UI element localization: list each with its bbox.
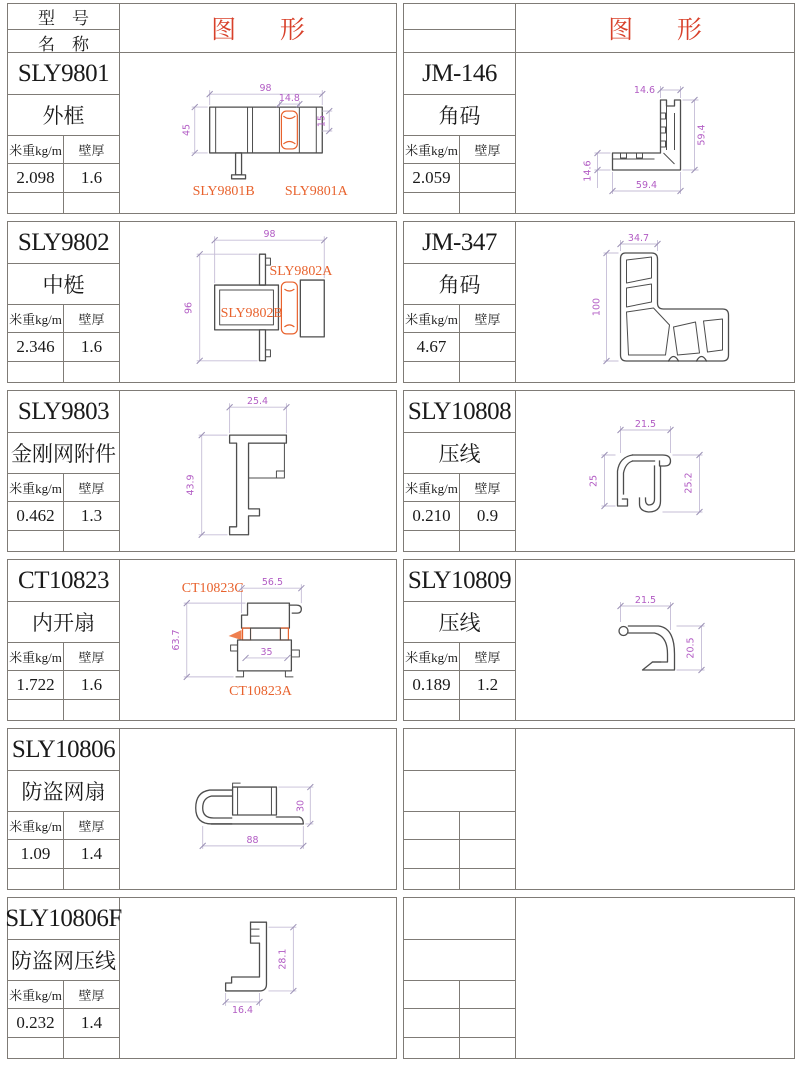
- weight-value: 4.67: [404, 333, 460, 361]
- figure-cell-sly9803: [120, 391, 396, 551]
- dimension-inner: [243, 647, 291, 661]
- part-label-ct10823c: CT10823C: [181, 581, 244, 597]
- name-cell: 角码: [404, 264, 515, 305]
- profile-block-sly10806f: [7, 897, 397, 1059]
- dim-label: 88: [246, 834, 259, 846]
- profile-drawing-ct10823: [120, 560, 396, 720]
- thickness-label: 壁厚: [474, 143, 501, 158]
- name-cell: 内开扇: [8, 602, 119, 643]
- weight-label: 米重kg/m: [8, 305, 64, 332]
- dim-label: 20.5: [685, 637, 697, 659]
- dim-label: 98: [259, 83, 272, 95]
- dimension-right: [677, 623, 705, 673]
- weight-value: 0.210: [404, 502, 460, 530]
- model-cell: SLY10809: [404, 560, 515, 602]
- spacer-row: [404, 1038, 515, 1058]
- thickness-value: 0.9: [476, 506, 499, 525]
- name-cell: 外框: [8, 95, 119, 136]
- info-column: [5, 898, 122, 1058]
- dimension-width: [227, 396, 290, 433]
- model-cell: SLY9803: [8, 391, 119, 433]
- values-row: [8, 164, 119, 193]
- dim-label: 59.4: [635, 180, 658, 191]
- values-row: [404, 502, 515, 531]
- profile-outline: [226, 922, 267, 991]
- values-row: [404, 164, 515, 193]
- thickness-value: [460, 164, 515, 192]
- weight-label: 米重kg/m: [404, 136, 460, 163]
- labels-row: [404, 474, 515, 502]
- dimension-right: [683, 97, 708, 173]
- weight-value: 0.189: [404, 671, 460, 699]
- dimension-right: [316, 108, 332, 134]
- figure-cell-empty: [516, 898, 794, 1058]
- profile-block-empty-1: [403, 728, 795, 890]
- spacer-row: [8, 193, 119, 213]
- name-cell: 防盗网扇: [8, 771, 119, 812]
- profile-block-sly9802: [7, 221, 397, 383]
- name-cell: 金刚网附件: [8, 433, 119, 474]
- labels-row: [8, 136, 119, 164]
- dim-label: 14.8: [278, 93, 300, 105]
- profile-drawing-sly9802: [120, 222, 396, 382]
- profile-outline: [613, 100, 681, 170]
- profile-drawing-sly9801: [120, 53, 396, 213]
- figure-column-title: 图 形: [608, 17, 702, 44]
- profile-drawing-jm146: [516, 53, 794, 213]
- name-cell: 角码: [404, 95, 515, 136]
- dim-label: 98: [263, 229, 276, 241]
- spacer-row: [8, 1038, 119, 1058]
- dimension-top: [634, 85, 684, 98]
- thickness-label: 壁厚: [78, 988, 105, 1003]
- info-column: [8, 222, 120, 382]
- thickness-value: 1.6: [80, 675, 103, 694]
- part-label-ct10823a: CT10823A: [229, 683, 292, 699]
- profile-block-sly10809: [403, 559, 795, 721]
- info-column: [8, 729, 120, 889]
- model-cell: SLY10806: [8, 729, 119, 771]
- profile-block-sly10808: [403, 390, 795, 552]
- info-column: [8, 391, 120, 551]
- labels-row: [404, 136, 515, 164]
- profile-block-ct10823: [7, 559, 397, 721]
- values-row: [404, 333, 515, 362]
- profile-block-sly9803: [7, 390, 397, 552]
- info-column: [404, 560, 516, 720]
- profile-block-sly9801: [7, 52, 397, 214]
- dimension-height: [186, 432, 228, 538]
- spacer-row: [404, 362, 515, 382]
- thickness-label: 壁厚: [474, 650, 501, 665]
- profile-outline: [230, 435, 287, 535]
- profile-outline: [621, 253, 729, 361]
- model-cell: [404, 729, 515, 771]
- values-row: [404, 1009, 515, 1038]
- values-row: [8, 1009, 119, 1038]
- labels-row: [404, 981, 515, 1009]
- profile-drawing-sly10808: [516, 391, 794, 551]
- thickness-value: [460, 840, 515, 868]
- weight-value: 0.462: [8, 502, 64, 530]
- dimension-width: [618, 595, 674, 630]
- part-label-sly9802b: SLY9802B: [220, 305, 283, 321]
- profile-drawing-sly9803: [120, 391, 396, 551]
- model-cell: CT10823: [8, 560, 119, 602]
- dimension-width: [239, 577, 305, 613]
- weight-value: [404, 1009, 460, 1037]
- spacer-row: [404, 531, 515, 551]
- weight-label: 米重kg/m: [8, 643, 64, 670]
- labels-row: [404, 812, 515, 840]
- dim-label: 96: [183, 301, 195, 314]
- dimension-bottom: [610, 172, 684, 194]
- dim-label: 63.7: [170, 629, 182, 651]
- weight-label: 米重kg/m: [8, 812, 64, 839]
- values-row: [8, 502, 119, 531]
- dimension-left: [583, 150, 611, 188]
- thickness-value: 1.2: [476, 675, 499, 694]
- left-table: [7, 3, 397, 1066]
- spacer-row: [8, 700, 119, 720]
- thickness-value: 1.3: [80, 506, 103, 525]
- spacer-row: [8, 531, 119, 551]
- name-cell: [404, 940, 515, 981]
- dim-label: 14.6: [633, 85, 656, 96]
- info-column: [404, 729, 516, 889]
- weight-label: 米重kg/m: [8, 981, 64, 1008]
- figure-cell-jm347: [516, 222, 794, 382]
- dim-label: 43.9: [185, 474, 197, 496]
- model-column-title: 型 号: [8, 4, 119, 30]
- name-cell: [404, 771, 515, 812]
- labels-row: [8, 305, 119, 333]
- weight-label: 米重kg/m: [404, 643, 460, 670]
- thickness-value: [460, 333, 515, 361]
- weight-value: 1.722: [8, 671, 64, 699]
- model-cell: SLY10808: [404, 391, 515, 433]
- weight-label: [404, 812, 460, 839]
- name-cell: 中梃: [8, 264, 119, 305]
- model-cell: SLY10806F: [8, 898, 119, 940]
- thickness-label: 壁厚: [78, 819, 105, 834]
- dim-label: 35: [260, 646, 273, 658]
- dim-label: 100: [591, 297, 603, 317]
- figure-column-title: 图 形: [211, 17, 305, 44]
- figure-cell-sly9802: [120, 222, 396, 382]
- name-cell: 压线: [404, 602, 515, 643]
- values-row: [8, 840, 119, 869]
- dimension-height: [171, 600, 246, 680]
- dim-label: 16.4: [232, 1004, 254, 1016]
- dim-label: 59.4: [696, 124, 708, 146]
- weight-value: [404, 840, 460, 868]
- profile-block-empty-2: [403, 897, 795, 1059]
- labels-row: [404, 305, 515, 333]
- thickness-value: [460, 1009, 515, 1037]
- model-column-title: [404, 4, 515, 30]
- labels-row: [8, 643, 119, 671]
- header-info-column: [8, 4, 120, 52]
- info-column: [8, 53, 120, 213]
- profile-outline: [619, 626, 675, 670]
- dim-label: 25.2: [683, 472, 695, 494]
- weight-label: 米重kg/m: [8, 136, 64, 163]
- dimension-height: [182, 104, 208, 156]
- figure-cell-sly9801: [120, 53, 396, 213]
- profile-drawing-jm347: [516, 222, 794, 382]
- profile-block-jm146: [403, 52, 795, 214]
- dim-label: 34.7: [627, 233, 650, 244]
- thickness-value: 1.6: [80, 168, 103, 187]
- thickness-label: 壁厚: [474, 312, 501, 327]
- dim-label: 21.5: [634, 595, 657, 606]
- labels-row: [8, 812, 119, 840]
- dimension-width: [618, 233, 661, 251]
- profile-block-jm347: [403, 221, 795, 383]
- dimension-height: [268, 924, 296, 994]
- weight-value: 2.346: [8, 333, 64, 361]
- info-column: [404, 391, 516, 551]
- dimension-width: [207, 83, 326, 105]
- dim-label: 28.1: [277, 948, 289, 970]
- info-column: [8, 560, 120, 720]
- figure-cell-empty: [516, 729, 794, 889]
- spacer-row: [404, 193, 515, 213]
- profile-outline: [210, 107, 323, 179]
- values-row: [404, 840, 515, 869]
- info-column: [404, 53, 516, 213]
- profile-drawing-sly10806: [120, 729, 396, 889]
- labels-row: [8, 474, 119, 502]
- weight-label: 米重kg/m: [404, 474, 460, 501]
- weight-label: 米重kg/m: [8, 474, 64, 501]
- spacer-row: [8, 869, 119, 889]
- figure-cell-jm146: [516, 53, 794, 213]
- profile-drawing-sly10806f: [120, 898, 396, 1058]
- dim-label: 25.4: [246, 396, 269, 408]
- dim-label: 45: [181, 123, 193, 137]
- dimension-width: [618, 419, 674, 453]
- figure-cell-sly10806f: [120, 898, 396, 1058]
- dim-label: 25: [588, 474, 600, 488]
- right-table: [403, 3, 795, 1066]
- values-row: [8, 671, 119, 700]
- dimension-right: [663, 452, 703, 515]
- model-cell: SLY9801: [8, 53, 119, 95]
- figure-cell-sly10806: [120, 729, 396, 889]
- spacer-row: [404, 869, 515, 889]
- labels-row: [8, 981, 119, 1009]
- weight-value: 2.059: [404, 164, 460, 192]
- dim-label: 15: [316, 115, 328, 128]
- profile-block-sly10806: [7, 728, 397, 890]
- dim-label: 14.6: [582, 160, 594, 182]
- weight-value: 1.09: [8, 840, 64, 868]
- dim-label: 56.5: [261, 577, 283, 589]
- model-cell: [404, 898, 515, 940]
- thickness-label: [460, 812, 515, 839]
- labels-row: [404, 643, 515, 671]
- part-label-sly9801a: SLY9801A: [284, 183, 348, 199]
- name-column-title: [404, 30, 515, 52]
- dimension-left: [589, 452, 616, 509]
- profile-outline: [618, 455, 671, 512]
- profile-drawing-sly10809: [516, 560, 794, 720]
- figure-cell-sly10809: [516, 560, 794, 720]
- weight-label: 米重kg/m: [404, 305, 460, 332]
- thickness-value: 1.4: [80, 844, 103, 863]
- info-column: [404, 222, 516, 382]
- left-header-block: [7, 3, 397, 53]
- model-cell: JM-146: [404, 53, 515, 95]
- thickness-label: 壁厚: [78, 312, 105, 327]
- info-column: [404, 898, 516, 1058]
- values-row: [404, 671, 515, 700]
- spacer-row: [404, 700, 515, 720]
- thickness-label: [460, 981, 515, 1008]
- header-info-column: [404, 4, 516, 52]
- figure-cell-ct10823: [120, 560, 396, 720]
- model-cell: JM-347: [404, 222, 515, 264]
- thickness-label: 壁厚: [474, 481, 501, 496]
- thickness-label: 壁厚: [78, 481, 105, 496]
- dimension-height: [278, 784, 313, 827]
- weight-label: [404, 981, 460, 1008]
- model-cell: SLY9802: [8, 222, 119, 264]
- values-row: [8, 333, 119, 362]
- thickness-label: 壁厚: [78, 650, 105, 665]
- dim-label: 30: [295, 799, 307, 813]
- figure-cell-sly10808: [516, 391, 794, 551]
- dimension-thermal-break: [276, 93, 302, 107]
- dimension-width: [223, 993, 263, 1016]
- name-cell: 压线: [404, 433, 515, 474]
- thickness-value: 1.6: [80, 337, 103, 356]
- profile-outline: [229, 603, 302, 677]
- dimension-width: [200, 826, 307, 849]
- weight-value: 0.232: [8, 1009, 64, 1037]
- right-header-block: [403, 3, 795, 53]
- part-label-sly9801b: SLY9801B: [192, 183, 255, 199]
- spacer-row: [8, 362, 119, 382]
- thickness-value: 1.4: [80, 1013, 103, 1032]
- profile-outline: [196, 783, 307, 824]
- weight-value: 2.098: [8, 164, 64, 192]
- name-column-title: 名 称: [38, 35, 89, 54]
- part-label-sly9802a: SLY9802A: [269, 264, 333, 280]
- dimension-height: [592, 250, 619, 364]
- dim-label: 21.5: [634, 419, 657, 430]
- name-cell: 防盗网压线: [8, 940, 119, 981]
- thickness-label: 壁厚: [78, 143, 105, 158]
